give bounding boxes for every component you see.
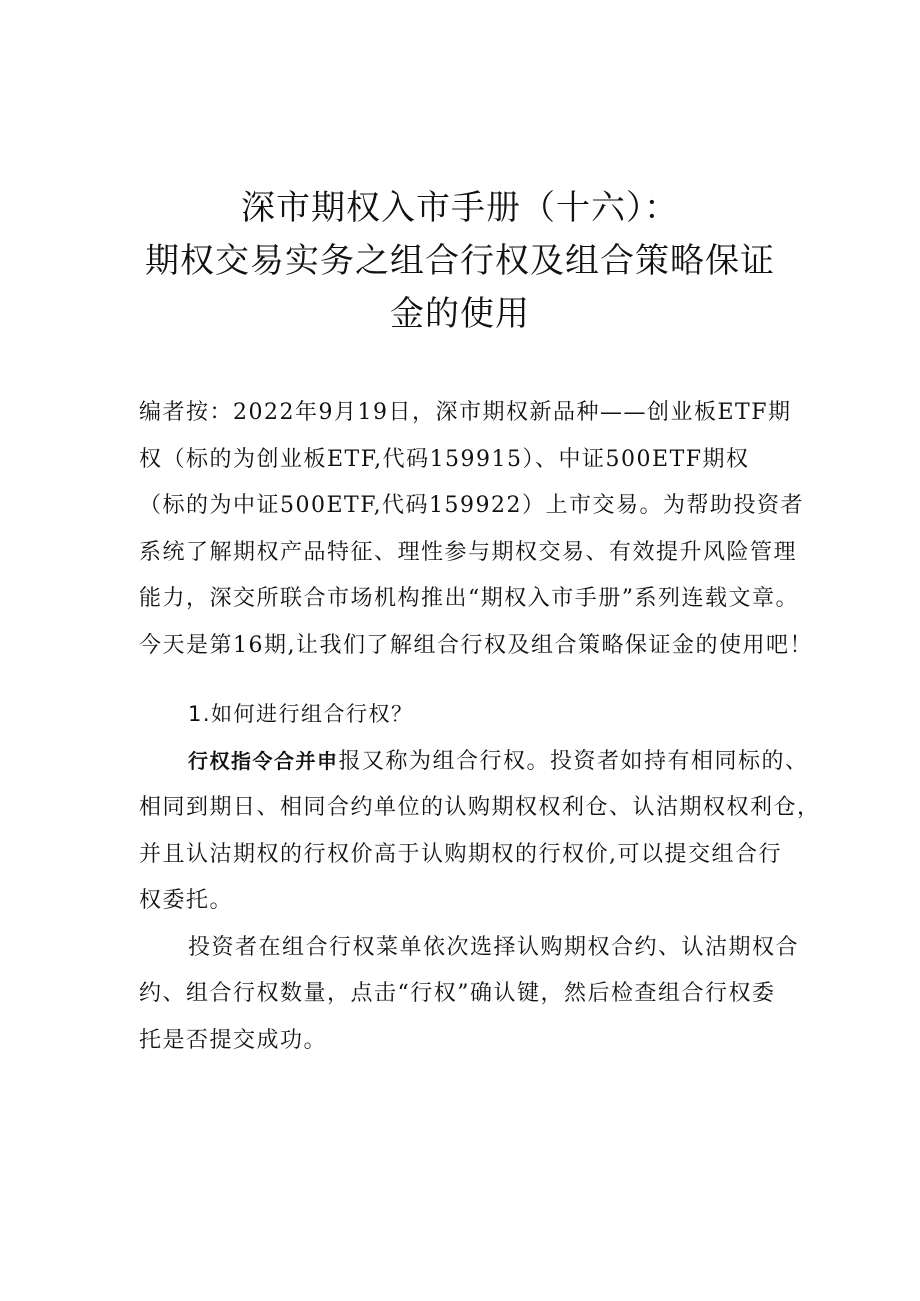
- title-line-3: 金的使用: [390, 294, 530, 334]
- section-1: [139, 691, 821, 1064]
- paragraph-1-line: 权委托。: [139, 888, 234, 913]
- section-heading: 1.如何进行组合行权？: [188, 702, 414, 726]
- paragraph-1-line: 并且认沽期权的行权价高于认购期权的行权价,可以提交组合行: [139, 841, 782, 867]
- paragraph-2-line: 约、组合行权数量，点击“行权”确认键，然后检查组合行权委: [139, 981, 776, 1006]
- paragraph-2-line: 托是否提交成功。: [139, 1027, 328, 1053]
- title-line-1: 深市期权入市手册（十六）：: [241, 188, 679, 228]
- editor-note: [139, 390, 813, 669]
- paragraph-1-line: 相同到期日、相同合约单位的认购期权权利仓、认沽期权权利仓，: [139, 795, 821, 820]
- paragraph-1-text: 报又称为组合行权。投资者如持有相同标的、: [338, 748, 809, 774]
- document-title: [0, 182, 920, 341]
- editor-note-line: （标的为中证500ETF,代码159922）上市交易。为帮助投资者: [139, 493, 805, 518]
- editor-note-line: 能力，深交所联合市场机构推出“期权入市手册”系列连载文章。: [139, 586, 799, 611]
- bold-term: 行权指令合并申: [188, 748, 339, 773]
- editor-note-line: 权（标的为创业板ETF,代码159915）、中证500ETF期权: [139, 446, 750, 472]
- title-line-2: 期权交易实务之组合行权及组合策略保证: [145, 241, 775, 281]
- paragraph-2-line: 投资者在组合行权菜单依次选择认购期权合约、认沽期权合: [188, 934, 800, 960]
- editor-note-line: 系统了解期权产品特征、理性参与期权交易、有效提升风险管理: [139, 539, 798, 565]
- editor-note-line: 今天是第16期,让我们了解组合行权及组合策略保证金的使用吧！: [139, 632, 813, 658]
- editor-note-line: 编者按：2022年9月19日，深市期权新品种——创业板ETF期: [139, 400, 792, 425]
- paragraph-1-line: [139, 738, 809, 786]
